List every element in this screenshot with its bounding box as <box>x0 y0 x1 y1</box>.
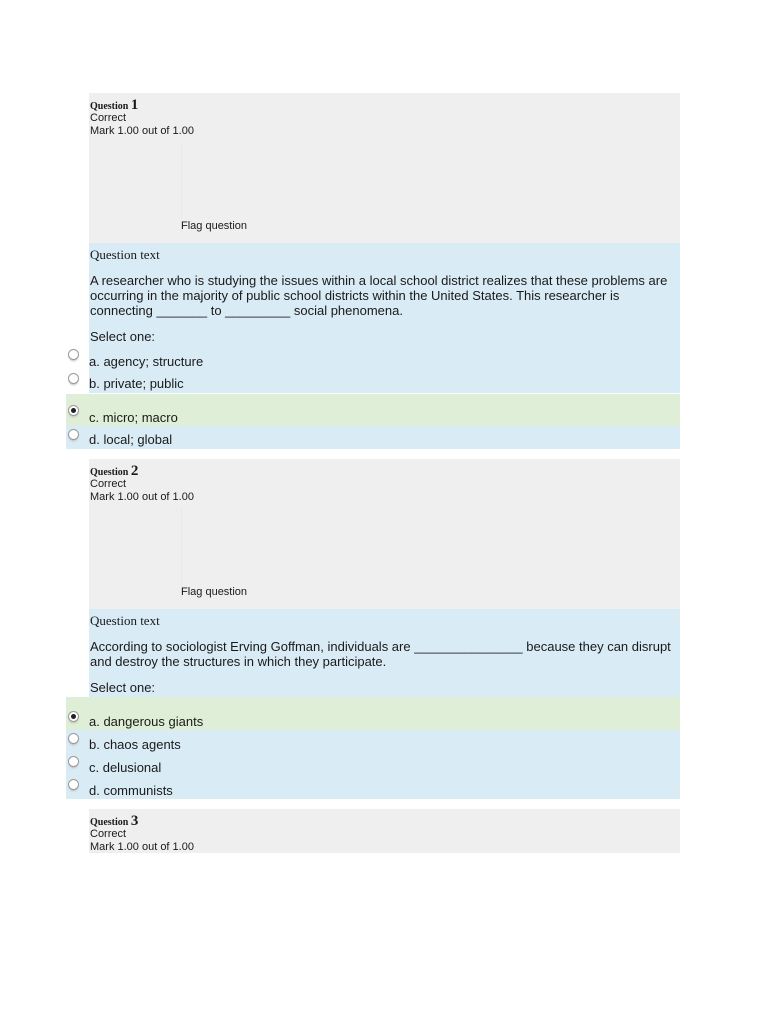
question-grade: Mark 1.00 out of 1.00 <box>90 125 194 137</box>
question-1-info <box>89 93 680 243</box>
answer-label[interactable]: b. private; public <box>89 376 184 391</box>
question-number: Question 1 <box>90 97 139 113</box>
radio-button[interactable] <box>68 733 79 744</box>
select-one-prompt: Select one: <box>90 680 156 695</box>
answer-label[interactable]: a. dangerous giants <box>89 714 204 729</box>
question-state: Correct <box>90 478 127 490</box>
answer-label[interactable]: c. delusional <box>89 760 162 775</box>
question-2-content <box>89 609 680 699</box>
question-state: Correct <box>90 112 127 124</box>
flag-question-button[interactable]: Flag question <box>181 586 248 598</box>
question-state: Correct <box>90 828 127 840</box>
question-number: Question 2 <box>90 463 139 479</box>
answer-option[interactable] <box>66 776 680 799</box>
answer-label[interactable]: b. chaos agents <box>89 737 181 752</box>
question-grade: Mark 1.00 out of 1.00 <box>90 841 194 853</box>
radio-button[interactable] <box>68 373 79 384</box>
answer-label[interactable]: d. communists <box>89 783 173 798</box>
question-text: According to sociologist Erving Goffman, individuals are _______________ because they can disrupt and destroy the structures in which they participate. <box>90 639 671 669</box>
question-2-info <box>89 459 680 609</box>
radio-button[interactable] <box>68 779 79 790</box>
answer-option[interactable] <box>66 426 680 449</box>
answer-label[interactable]: c. micro; macro <box>89 410 178 425</box>
radio-button[interactable] <box>68 349 79 360</box>
question-number: Question 3 <box>90 813 139 829</box>
question-grade: Mark 1.00 out of 1.00 <box>90 491 194 503</box>
answer-label[interactable]: a. agency; structure <box>89 354 204 369</box>
question-text: A researcher who is studying the issues within a local school district realizes that these problems are occurring in the majority of public school districts within the United States. This researcher is connecting _______ to _________ social phenomena. <box>90 273 668 318</box>
question-3-info <box>89 809 680 853</box>
radio-button[interactable] <box>68 405 79 416</box>
answer-option[interactable] <box>66 394 680 426</box>
flag-question-button[interactable]: Flag question <box>181 220 248 232</box>
answer-option[interactable] <box>66 753 680 776</box>
answer-label[interactable]: d. local; global <box>89 432 173 447</box>
question-text-label: Question text <box>90 247 160 262</box>
answer-option[interactable] <box>66 730 680 753</box>
answer-option[interactable] <box>66 697 680 730</box>
answer-option[interactable] <box>66 344 680 372</box>
select-one-prompt: Select one: <box>90 329 156 344</box>
radio-button[interactable] <box>68 711 79 722</box>
radio-button[interactable] <box>68 429 79 440</box>
answer-option[interactable] <box>66 370 680 394</box>
question-text-label: Question text <box>90 613 160 628</box>
radio-button[interactable] <box>68 756 79 767</box>
